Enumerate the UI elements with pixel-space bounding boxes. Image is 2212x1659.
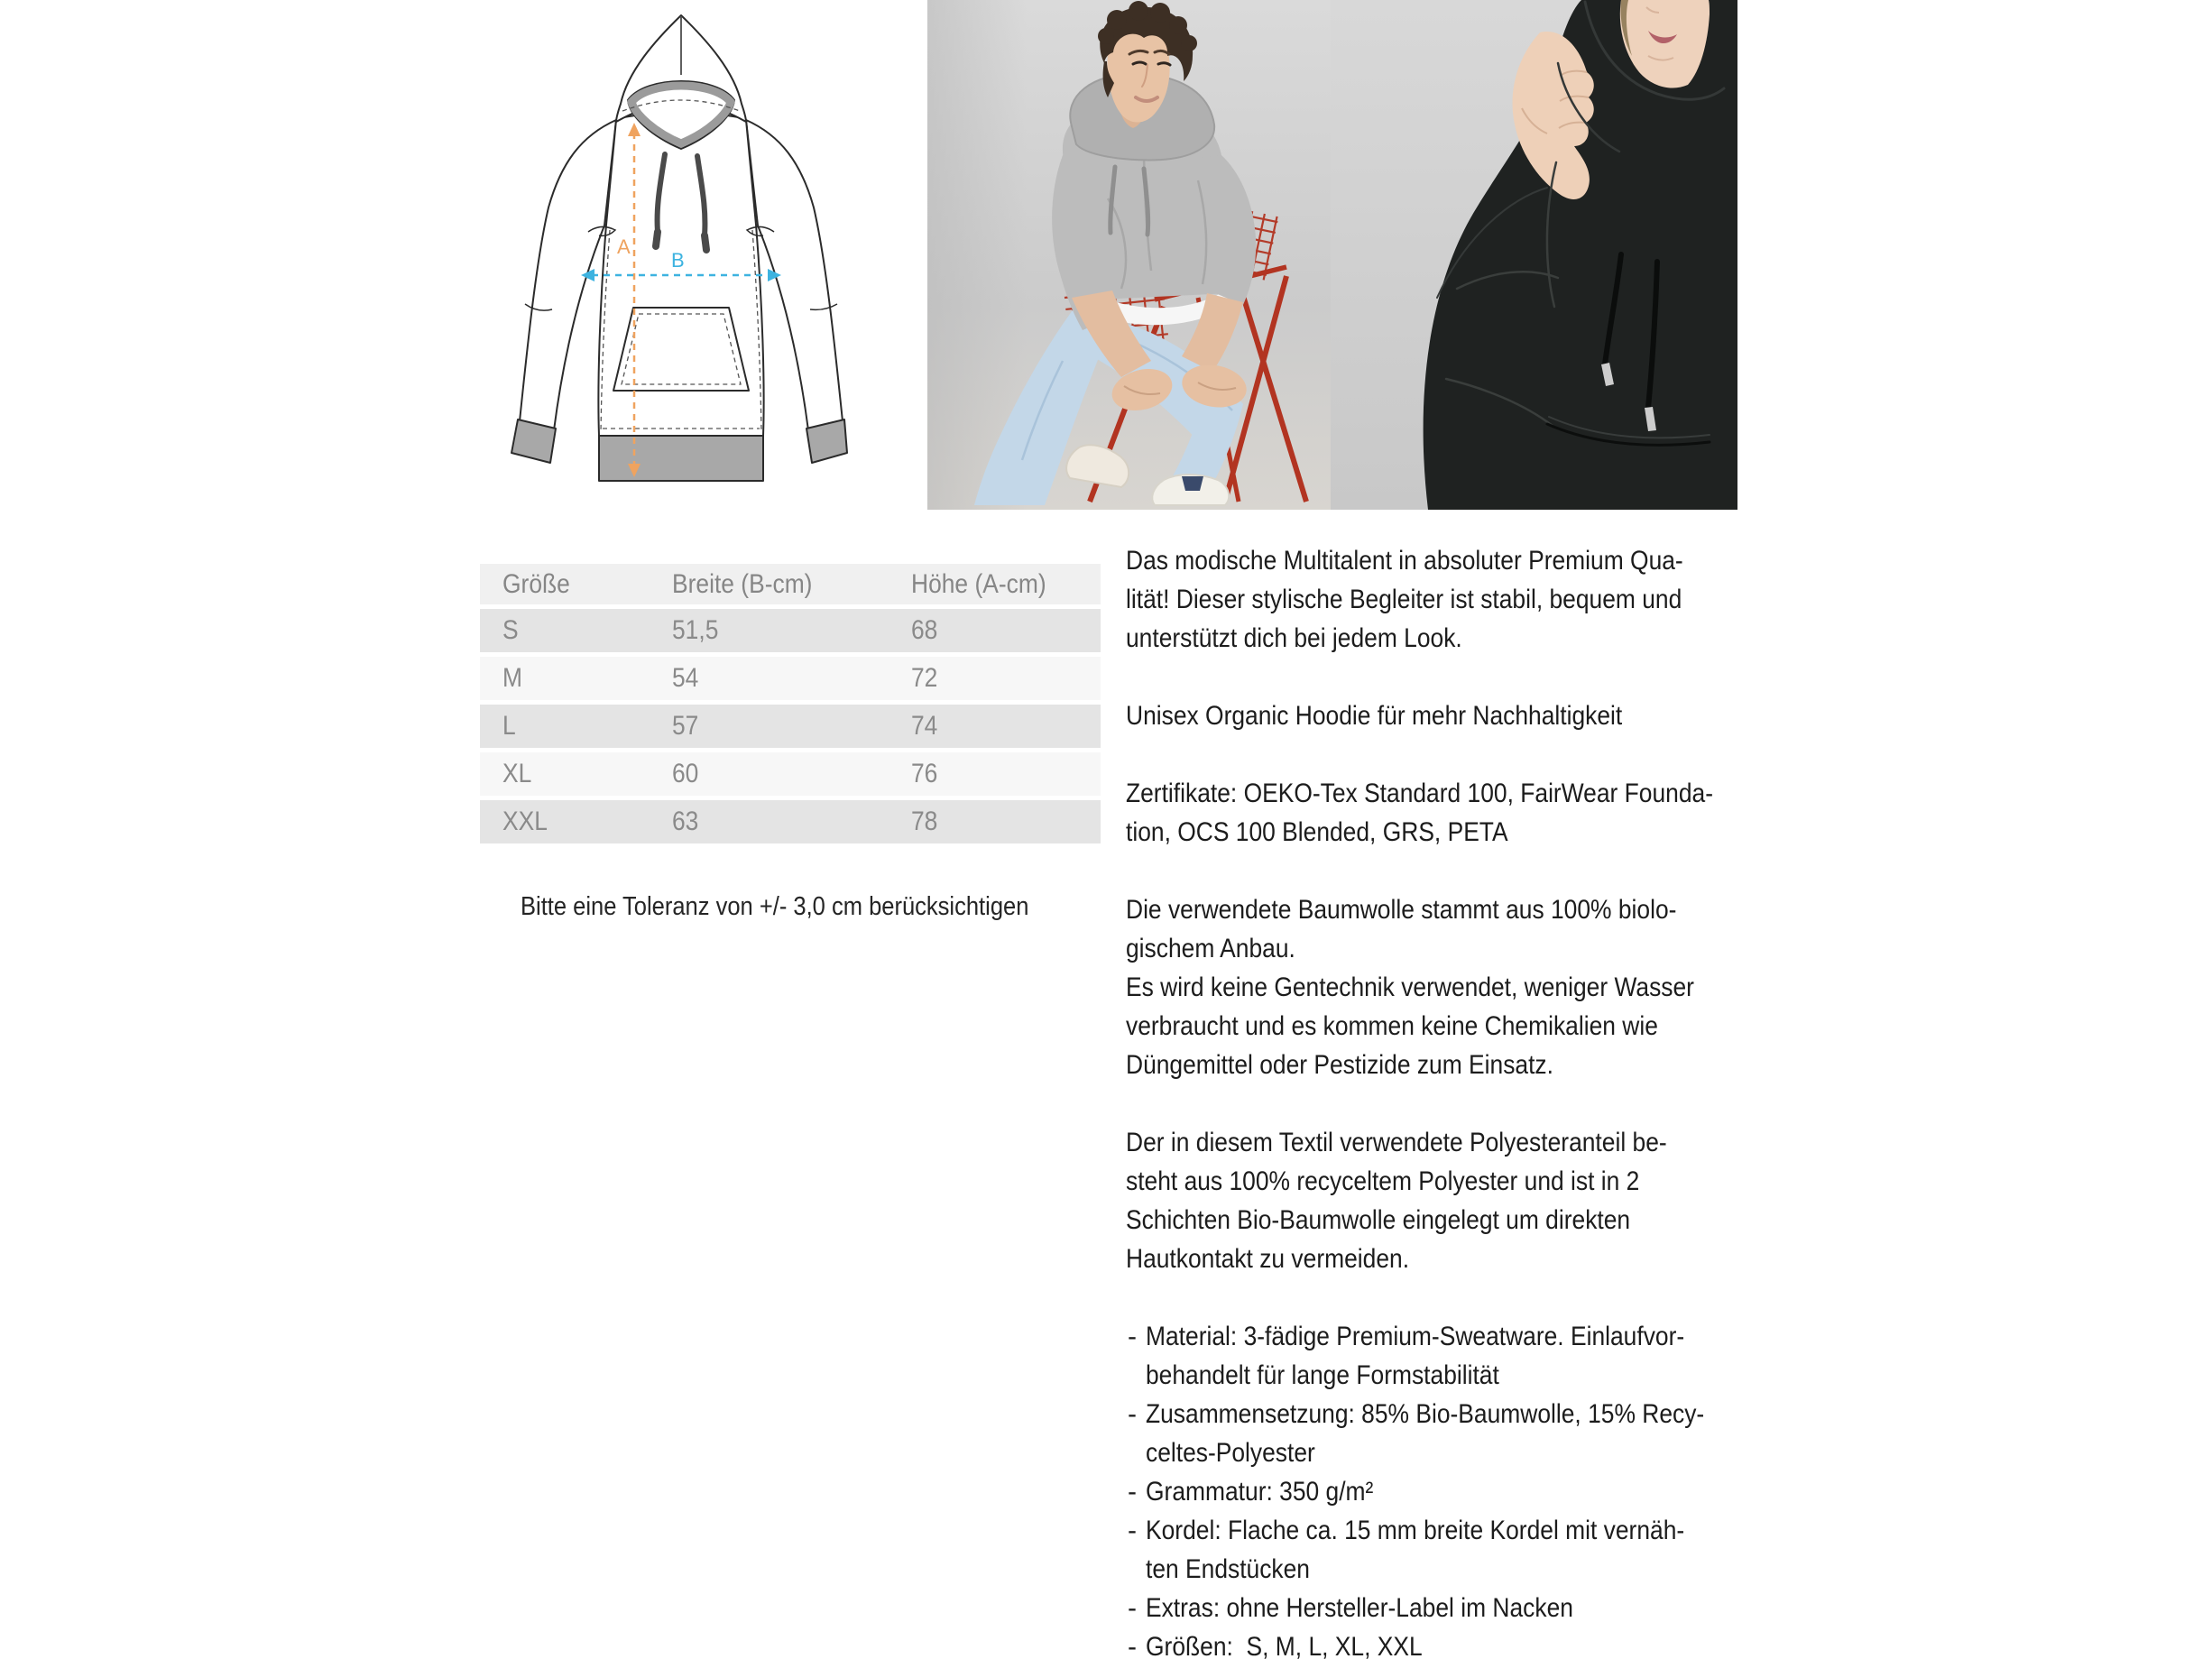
female-model-photo-svg bbox=[1331, 0, 1737, 510]
size-table-header-hoehe: Höhe (A-cm) bbox=[911, 568, 1046, 599]
bullet-item-lines bbox=[1146, 1589, 1811, 1627]
breite-cell bbox=[672, 663, 911, 694]
description-paragraph bbox=[1126, 1123, 1811, 1278]
bullet-dash: - bbox=[1128, 1516, 1137, 1545]
description-bullet-item bbox=[1126, 1627, 1811, 1659]
breite-value: 57 bbox=[672, 711, 699, 741]
description-bullet-item bbox=[1126, 1589, 1811, 1627]
bullet-dash: - bbox=[1128, 1593, 1137, 1623]
description-line: gischem Anbau. bbox=[1126, 934, 1295, 963]
description-bullet-item bbox=[1126, 1395, 1811, 1472]
size-table-header-breite: Breite (B-cm) bbox=[672, 568, 813, 599]
description-line: tion, OCS 100 Blended, GRS, PETA bbox=[1126, 817, 1508, 847]
description-line: ten Endstücken bbox=[1146, 1554, 1310, 1584]
description-line: Düngemittel oder Pestizide zum Einsatz. bbox=[1126, 1050, 1553, 1080]
product-photo-male-model bbox=[927, 0, 1331, 510]
breite-cell bbox=[672, 615, 911, 646]
bullet-dash: - bbox=[1128, 1399, 1137, 1429]
size-table bbox=[480, 564, 1101, 843]
bullet-item-lines bbox=[1146, 1395, 1811, 1472]
size-table-row bbox=[480, 800, 1101, 843]
breite-value: 63 bbox=[672, 806, 699, 836]
tolerance-note bbox=[492, 862, 1098, 952]
size-table-row bbox=[480, 752, 1101, 796]
male-model-photo-svg bbox=[927, 0, 1331, 510]
measure-label-b: B bbox=[671, 249, 685, 272]
description-line: Die verwendete Baumwolle stammt aus 100% biolo- bbox=[1126, 895, 1677, 925]
description-line: Schichten Bio-Baumwolle eingelegt um direkten bbox=[1126, 1205, 1631, 1235]
product-photo-female-model bbox=[1331, 0, 1737, 510]
hoehe-value: 74 bbox=[911, 711, 938, 741]
size-value: XL bbox=[502, 759, 532, 788]
description-paragraph bbox=[1126, 890, 1811, 1084]
hoehe-value: 76 bbox=[911, 759, 938, 788]
description-line: Das modische Multitalent in absoluter Premium Qua- bbox=[1126, 546, 1683, 576]
description-line: Grammatur: 350 g/m² bbox=[1146, 1477, 1374, 1507]
size-table-header-row bbox=[480, 564, 1101, 604]
size-cell bbox=[502, 806, 672, 837]
description-line: behandelt für lange Formstabilität bbox=[1146, 1360, 1499, 1390]
size-cell bbox=[502, 615, 672, 646]
breite-value: 60 bbox=[672, 759, 699, 788]
breite-cell bbox=[672, 806, 911, 837]
breite-value: 54 bbox=[672, 663, 699, 693]
size-table-header-groesse: Größe bbox=[502, 568, 570, 599]
hoodie-measurement-diagram bbox=[487, 5, 848, 501]
bullet-dash: - bbox=[1128, 1477, 1137, 1507]
size-cell bbox=[502, 663, 672, 694]
description-list bbox=[1126, 1317, 1811, 1659]
description-bullet-item bbox=[1126, 1317, 1811, 1395]
hoehe-cell bbox=[911, 759, 1101, 789]
description-paragraph bbox=[1126, 541, 1811, 658]
measure-label-a: A bbox=[617, 235, 631, 258]
description-line: Zusammensetzung: 85% Bio-Baumwolle, 15% Recy- bbox=[1146, 1399, 1705, 1429]
description-line: Größen: S, M, L, XL, XXL bbox=[1146, 1632, 1423, 1659]
bullet-item-lines bbox=[1146, 1627, 1811, 1659]
description-line: celtes-Polyester bbox=[1146, 1438, 1315, 1468]
description-paragraph bbox=[1126, 774, 1811, 852]
size-value: S bbox=[502, 615, 519, 645]
bullet-item-lines bbox=[1146, 1317, 1811, 1395]
description-line: Material: 3-fädige Premium-Sweatware. Einlaufvor- bbox=[1146, 1322, 1685, 1351]
breite-cell bbox=[672, 759, 911, 789]
description-line: Extras: ohne Hersteller-Label im Nacken bbox=[1146, 1593, 1573, 1623]
tolerance-note-text: Bitte eine Toleranz von +/- 3,0 cm berücksichtigen bbox=[521, 892, 1029, 921]
hoehe-cell bbox=[911, 615, 1101, 646]
size-table-body bbox=[480, 609, 1101, 843]
size-value: XXL bbox=[502, 806, 548, 836]
description-line: unterstützt dich bei jedem Look. bbox=[1126, 623, 1462, 653]
description-line: Hautkontakt zu vermeiden. bbox=[1126, 1244, 1410, 1274]
hoehe-value: 68 bbox=[911, 615, 938, 645]
description-line: lität! Dieser stylische Begleiter ist stabil, bequem und bbox=[1126, 585, 1682, 614]
hoehe-cell bbox=[911, 663, 1101, 694]
size-value: L bbox=[502, 711, 516, 741]
description-line: Der in diesem Textil verwendete Polyesteranteil be- bbox=[1126, 1128, 1667, 1157]
size-cell bbox=[502, 711, 672, 742]
description-line: verbraucht und es kommen keine Chemikalien wie bbox=[1126, 1011, 1658, 1041]
hoodie-diagram-svg bbox=[487, 5, 848, 501]
description-line: Kordel: Flache ca. 15 mm breite Kordel mit vernäh- bbox=[1146, 1516, 1685, 1545]
bullet-dash: - bbox=[1128, 1632, 1137, 1659]
hoehe-value: 72 bbox=[911, 663, 938, 693]
size-table-row bbox=[480, 705, 1101, 748]
right-sneaker bbox=[1152, 475, 1229, 505]
breite-cell bbox=[672, 711, 911, 742]
size-table-row bbox=[480, 609, 1101, 652]
hoehe-cell bbox=[911, 806, 1101, 837]
hoehe-value: 78 bbox=[911, 806, 938, 836]
description-bullet-item bbox=[1126, 1472, 1811, 1511]
diagram-hem-band bbox=[599, 436, 763, 481]
breite-value: 51,5 bbox=[672, 615, 719, 645]
size-table-row bbox=[480, 657, 1101, 700]
bullet-dash: - bbox=[1128, 1322, 1137, 1351]
description-line: Unisex Organic Hoodie für mehr Nachhaltigkeit bbox=[1126, 701, 1623, 731]
product-description bbox=[1126, 541, 1811, 1659]
description-paragraph bbox=[1126, 696, 1811, 735]
hoehe-cell bbox=[911, 711, 1101, 742]
size-cell bbox=[502, 759, 672, 789]
bullet-item-lines bbox=[1146, 1511, 1811, 1589]
description-bullet-item bbox=[1126, 1511, 1811, 1589]
description-line: steht aus 100% recyceltem Polyester und ist in 2 bbox=[1126, 1166, 1640, 1196]
description-line: Es wird keine Gentechnik verwendet, weniger Wasser bbox=[1126, 972, 1694, 1002]
bullet-item-lines bbox=[1146, 1472, 1811, 1511]
description-line: Zertifikate: OEKO-Tex Standard 100, FairWear Founda- bbox=[1126, 779, 1713, 808]
size-value: M bbox=[502, 663, 522, 693]
